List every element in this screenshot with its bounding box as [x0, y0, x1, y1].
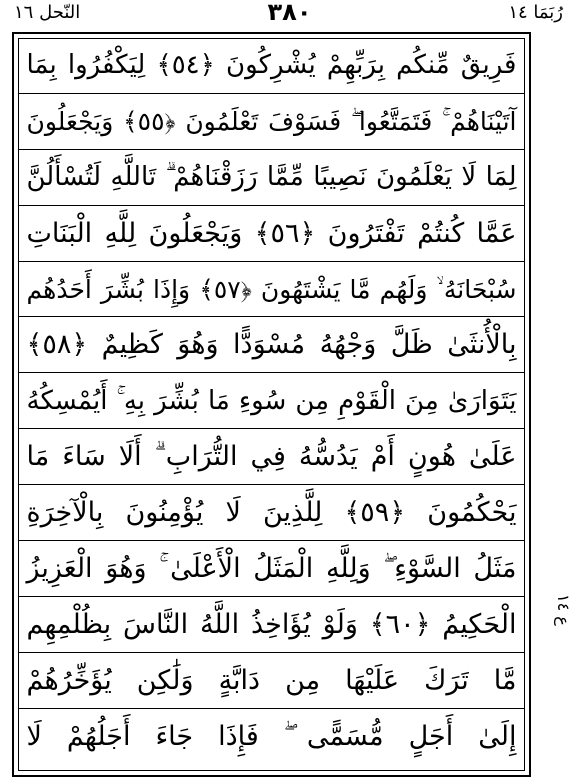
verse-text: سُبْحَانَهُ ۙ وَلَهُم مَّا يَشْتَهُونَ ﴿٥٧﴾ وَإِذَا بُشِّرَ أَحَدُهُم	[26, 274, 517, 304]
text-line	[18, 485, 525, 541]
text-line	[18, 150, 525, 206]
verse-text: إِلَىٰ أَجَلٍ مُّسَمًّى ۖ فَإِذَا جَاءَ أَجَلُهُمْ لَا	[26, 721, 517, 753]
surah-name: النّحل ١٦	[14, 2, 81, 23]
text-line	[18, 373, 525, 429]
verse-text: الْحَكِيمُ ﴿٦٠﴾ وَلَوْ يُؤَاخِذُ اللَّهُ النَّاسَ بِظُلْمِهِم	[26, 608, 517, 640]
verse-text: عَمَّا كُنتُمْ تَفْتَرُونَ ﴿٥٦﴾ وَيَجْعَلُونَ لِلَّهِ الْبَنَاتِ	[26, 217, 517, 249]
page-header	[0, 0, 579, 36]
text-line	[18, 38, 525, 94]
verse-text: بِالْأُنثَىٰ ظَلَّ وَجْهُهُ مُسْوَدًّا وَهُوَ كَظِيمٌ ﴿٥٨﴾	[26, 329, 517, 361]
text-line	[18, 709, 525, 765]
text-line	[18, 94, 525, 150]
verse-text: لِمَا لَا يَعْلَمُونَ نَصِيبًا مِّمَّا رَزَقْنَاهُمْ ۗ تَاللَّهِ لَتُسْأَلُنَّ	[26, 162, 517, 193]
ruku-marker: ع ١٤	[554, 594, 573, 626]
text-line	[18, 262, 525, 318]
text-line	[18, 429, 525, 485]
text-line	[18, 597, 525, 653]
text-line	[18, 541, 525, 597]
verse-text: يَحْكُمُونَ ﴿٥٩﴾ لِلَّذِينَ لَا يُؤْمِنُونَ بِالْآخِرَةِ	[26, 497, 517, 529]
text-line	[18, 317, 525, 373]
verse-text: فَرِيقٌ مِّنكُم بِرَبِّهِمْ يُشْرِكُونَ ﴿٥٤﴾ لِيَكْفُرُوا بِمَا	[26, 50, 517, 81]
juz-name: رُبَمَا ١٤	[508, 2, 563, 23]
verse-text: آتَيْنَاهُمْ ۚ فَتَمَتَّعُوا ۖ فَسَوْفَ تَعْلَمُونَ ﴿٥٥﴾ وَيَجْعَلُونَ	[26, 106, 517, 136]
text-line	[18, 206, 525, 262]
verse-text: عَلَىٰ هُونٍ أَمْ يَدُسُّهُ فِي التُّرَابِ ۗ أَلَا سَاءَ مَا	[26, 441, 517, 473]
verse-text: مَثَلُ السَّوْءِ ۖ وَلِلَّهِ الْمَثَلُ الْأَعْلَىٰ ۚ وَهُوَ الْعَزِيزُ	[26, 552, 517, 584]
page-number: ٣٨٠	[267, 0, 312, 26]
text-lines	[18, 38, 525, 771]
text-line	[18, 653, 525, 709]
verse-text: يَتَوَارَىٰ مِنَ الْقَوْمِ مِن سُوءِ مَا بُشِّرَ بِهِ ۚ أَيُمْسِكُهُ	[26, 385, 517, 416]
verse-text: مَّا تَرَكَ عَلَيْهَا مِن دَابَّةٍ وَلَٰكِن يُؤَخِّرُهُمْ	[26, 664, 517, 696]
